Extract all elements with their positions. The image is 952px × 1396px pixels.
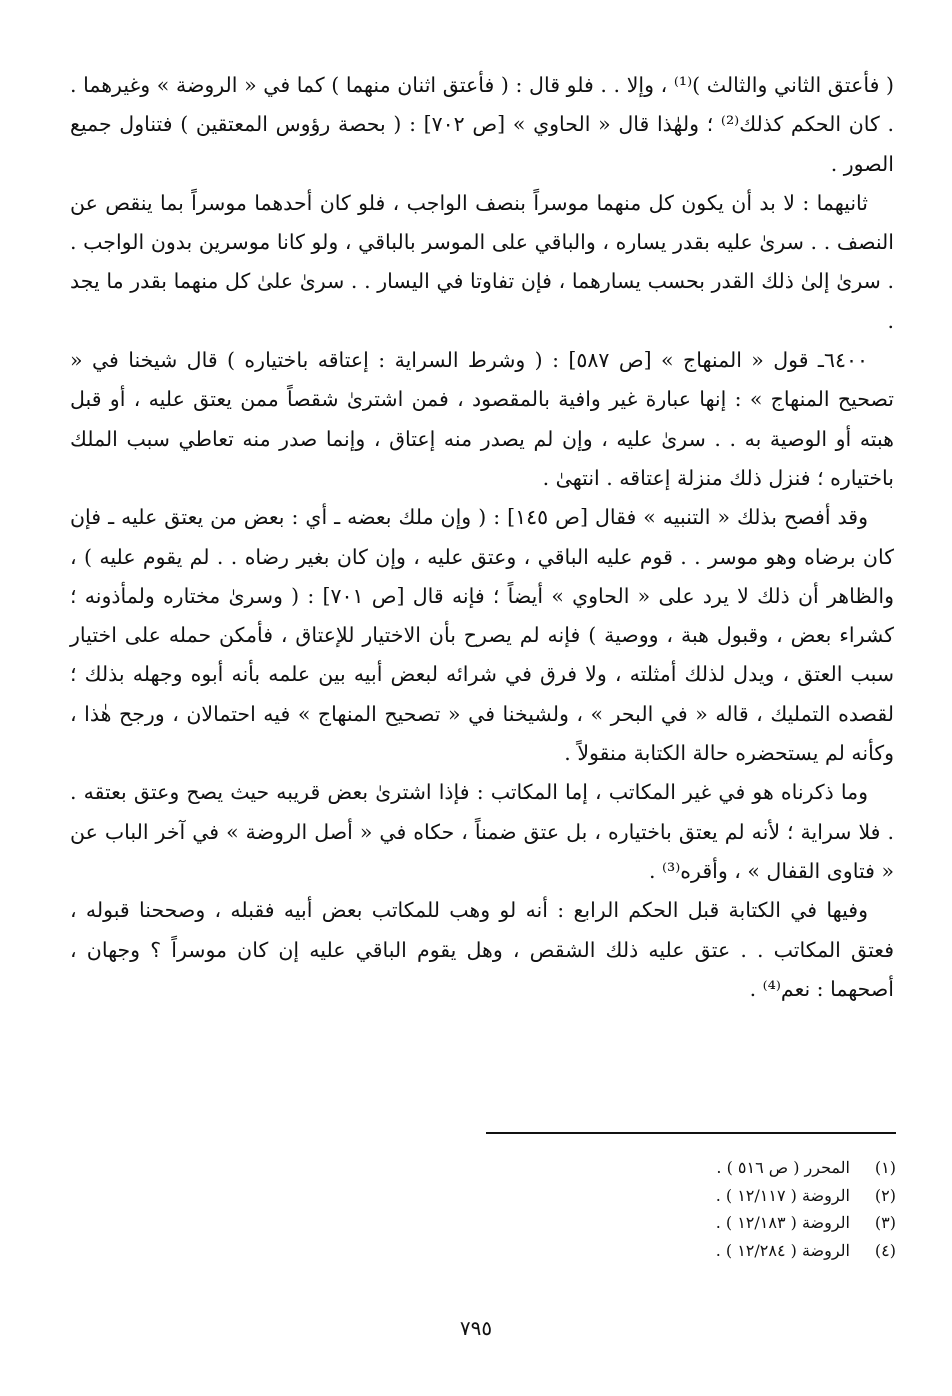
paragraph: وقد أفصح بذلك « التنبيه » فقال [ص ١٤٥] : ( وإن ملك بعضه ـ أي : بعض من يعتق عليه ـ فإن كان برضاه وهو موسر . . قوم عليه الباقي ، وعتق عليه ، وإن كان بغير رضاه . . لم يقوم عليه ) ، والظاهر أن ذلك لا يرد على « الحاوي » أيضاً ؛ فإنه قال [ص ٧٠١] : ( وسرىٰ مختاره ولمأذونه ؛ كشراء بعض ، وقبول هبة ، ووصية ) فإنه لم يصرح بأن الاختيار للإعتاق ، فأمكن حمله على اختيار سبب العتق ، ويدل لذلك أمثلته ، ولا فرق في شرائه لبعض أبيه بين علمه بأنه أبوه وجهله بذلك ؛ لقصده التمليك ، قاله « في البحر » ، ولشيخنا في « تصحيح المنهاج » فيه احتمالان ، ورجح هٰذا ، وكأنه لم يستحضره حالة الكتابة منقولاً .: [70, 505, 894, 766]
paragraph: ٦٤٠٠ـ قول « المنهاج » [ص ٥٨٧] : ( وشرط السراية : إعتاقه باختياره ) قال شيخنا في « تصحيح المنهاج » : إنها عبارة غير وافية بالمقصود ، فمن اشترىٰ شقصاً ممن يعتق عليه ، أو قبل هبته أو الوصية به . . سرىٰ عليه ، وإن لم يصدر منه إعتاق ، وإنما صدر منه تعاطي سبب الملك باختياره ؛ فنزل ذلك منزلة إعتاقه . انتهىٰ .: [70, 348, 894, 490]
footnote-text: المحرر ( ص ٥١٦ ) .: [716, 1158, 850, 1177]
footnote-item: [396, 1209, 896, 1237]
paragraph: وفيها في الكتابة قبل الحكم الرابع : أنه لو وهب للمكاتب بعض أبيه فقبله ، وصححنا قبوله ، فعتق المكاتب . . عتق عليه ذلك الشقص ، وهل يقوم الباقي عليه إن كان موسراً ؟ وجهان ، أصحهما : نعم⁽⁴⁾ .: [70, 898, 894, 1001]
footnote-number: (٢): [874, 1185, 896, 1205]
footnote-number: (٣): [874, 1213, 896, 1232]
footnote-number: (٤): [874, 1240, 896, 1260]
paragraph: ثانيهما : لا بد أن يكون كل منهما موسراً بنصف الواجب ، فلو كان أحدهما موسراً بما ينقص عن النصف . . سرىٰ عليه بقدر يساره ، والباقي على الموسر بالباقي ، ولو كانا موسرين بدون الواجب . . سرىٰ إلىٰ ذلك القدر بحسب يسارهما ، فإن تفاوتا في اليسار . . سرىٰ علىٰ كل منهما بقدر ما يجد .: [70, 190, 894, 333]
footnote-divider: [486, 1132, 896, 1134]
paragraph: ( فأعتق الثاني والثالث )⁽¹⁾ ، وإلا . . فلو قال : ( فأعتق اثنان منهما ) كما في « الروضة » وغيرهما . . كان الحكم كذلك⁽²⁾ ؛ ولهٰذا قال « الحاوي » [ص ٧٠٢] : ( بحصة رؤوس المعتقين ) فتناول جميع الصور .: [70, 73, 895, 176]
page-number: ٧٩٥: [459, 1316, 493, 1340]
footnote-item: [396, 1154, 896, 1182]
footnote-text: الروضة ( ١٢/٢٨٤ ) .: [715, 1240, 850, 1260]
footnote-item: [396, 1182, 896, 1210]
paragraph: وما ذكرناه هو في غير المكاتب ، إما المكاتب : فإذا اشترىٰ بعض قريبه حيث يصح وعتق بعتقه . . فلا سراية ؛ لأنه لم يعتق باختياره ، بل عتق ضمناً ، حكاه في « أصل الروضة » في آخر الباب عن « فتاوى القفال » ، وأقره⁽³⁾ .: [70, 780, 894, 883]
body-text: [70, 66, 894, 1009]
footnotes: [396, 1154, 896, 1264]
footnote-number: (١): [874, 1158, 896, 1177]
footnote-text: الروضة ( ١٢/١١٧ ) .: [715, 1185, 850, 1205]
footnote-item: [396, 1237, 896, 1265]
footnote-text: الروضة ( ١٢/١٨٣ ) .: [715, 1213, 850, 1232]
